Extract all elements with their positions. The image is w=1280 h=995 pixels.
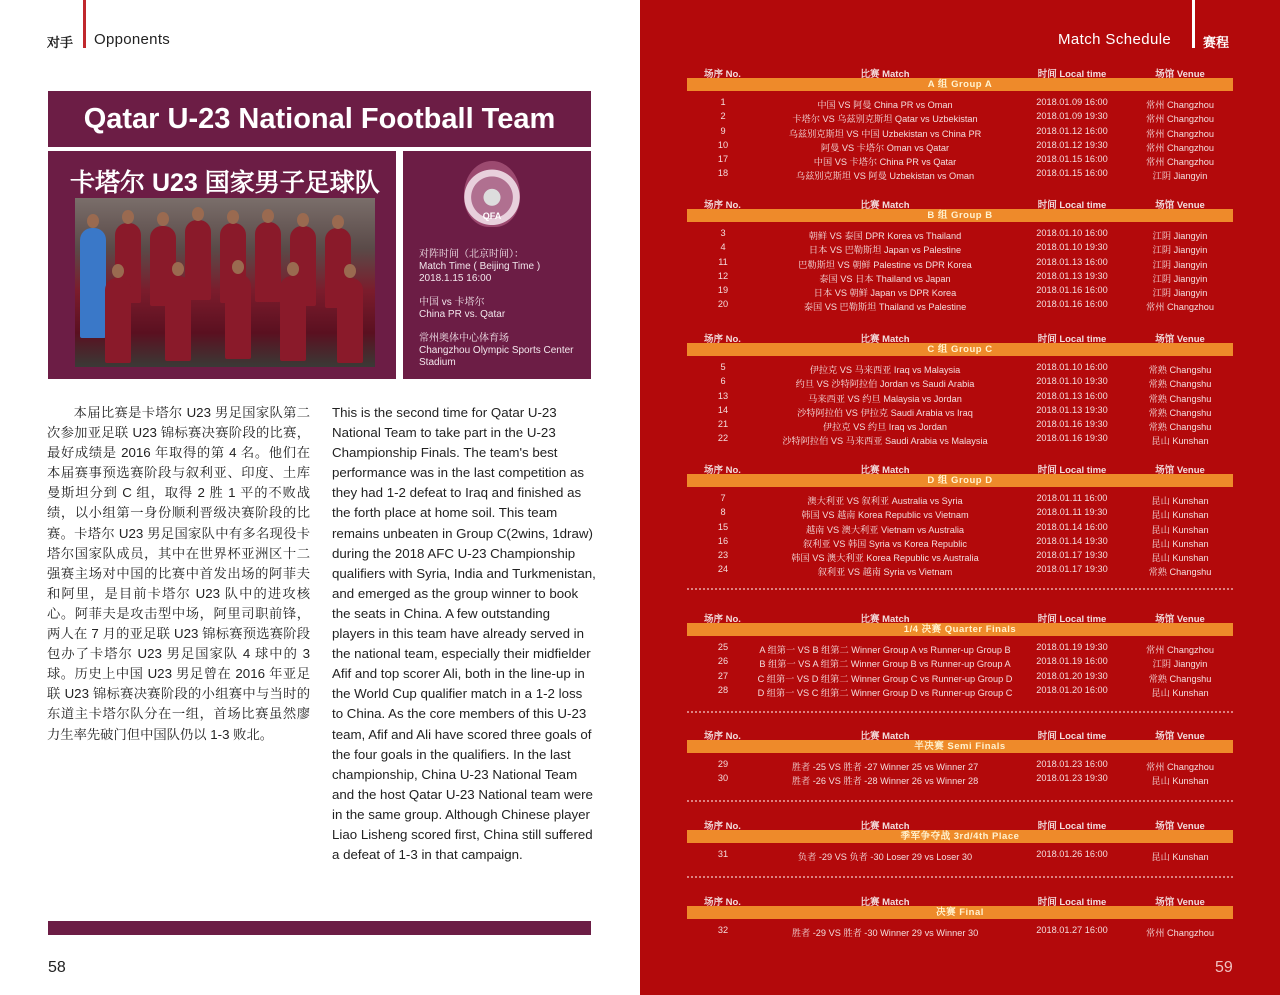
column-header: 场馆 Venue (1155, 334, 1205, 345)
match-time: 2018.01.15 16:00 (1036, 168, 1108, 179)
match-number: 32 (717, 925, 729, 935)
match-teams: 胜者 -29 VS 胜者 -30 Winner 29 vs Winner 30 (791, 928, 979, 938)
match-venue: 昆山 Kunshan (1151, 553, 1209, 564)
article-body-en: This is the second time for Qatar U-23 National Team to take part in the U-23 Championship Finals. The team's best performance was in the last competition as they had 1-2 defeat to Iraq and finished as the forth place at home soil. This team remains unbeaten in Group C(2wins, 1draw) during the 2018 AFC U-23 Championship qualifiers with Syria, India and Turkmenistan, and emerged as the group winner to book the seats in China. A few outstanding players in this team have already served in the national team, especially their midfielder Afif and top scorer Ali, both in the line-up in the World Cup qualifier match in a 1-2 loss to China. As the core members of this U-23 team, Afif and Ali have scored three goals of the four goals in the qualifiers. In the last championship, China U-23 National Team and the host Qatar U-23 National team were in the same group. Although Chinese player Liao Lisheng scored first, China still suffered a defeat of 1-3 in that campaign. (332, 405, 596, 863)
match-teams: 中国 VS 卡塔尔 China PR vs Qatar (813, 157, 957, 168)
match-venue: 江阴 Jiangyin (1152, 259, 1208, 270)
schedule-title-en: Match Schedule (1058, 31, 1172, 48)
column-header: 时间 Local time (1037, 465, 1107, 476)
match-venue: 昆山 Kunshan (1151, 510, 1209, 521)
team-title-cn: 卡塔尔 U23 国家男子足球队 (70, 169, 380, 197)
match-time: 2018.01.10 16:00 (1036, 228, 1108, 238)
table-row (687, 671, 1233, 685)
match-teams: 叙利亚 VS 越南 Syria vs Vietnam (817, 567, 953, 578)
match-time: 2018.01.16 16:00 (1036, 285, 1108, 296)
column-header: 场序 No. (704, 334, 741, 345)
table-row (687, 391, 1233, 405)
match-number: 19 (717, 285, 729, 296)
match-venue: 常熟 Changshu (1148, 393, 1212, 404)
time-label-cn: 对阵时间（北京时间）： (419, 249, 524, 260)
table-header (687, 894, 1233, 906)
match-venue: 常州 Changzhou (1146, 100, 1214, 110)
match-number: 18 (717, 168, 729, 179)
schedule-section (687, 818, 1233, 863)
match-number: 20 (717, 299, 729, 310)
dotted-divider (687, 711, 1233, 713)
schedule-section (687, 611, 1233, 699)
match-teams: 韩国 VS 越南 Korea Republic vs Vietnam (801, 510, 969, 521)
table-row (687, 419, 1233, 433)
table-row (687, 849, 1233, 863)
table-row (687, 536, 1233, 550)
match-en: China PR vs. Qatar (419, 309, 506, 320)
table-row (687, 550, 1233, 564)
table-row (687, 111, 1233, 125)
match-venue: 江阴 Jiangyin (1152, 245, 1208, 256)
match-time: 2018.01.09 19:30 (1036, 111, 1108, 122)
match-time: 2018.01.17 19:30 (1036, 564, 1108, 575)
column-header: 场序 No. (704, 897, 741, 908)
match-teams: 韩国 VS 澳大利亚 Korea Republic vs Australia (791, 553, 979, 564)
match-venue: 昆山 Kunshan (1151, 538, 1209, 549)
column-header: 场馆 Venue (1155, 731, 1205, 742)
match-teams: A 组第一 VS B 组第二 Winner Group A vs Runner-up Group B (759, 645, 1011, 655)
match-number: 1 (720, 97, 726, 107)
match-time: 2018.01.12 19:30 (1036, 139, 1108, 150)
match-time: 2018.01.13 19:30 (1036, 404, 1108, 415)
match-teams: 马来西亚 VS 约旦 Malaysia vs Jordan (808, 393, 962, 404)
dotted-divider (687, 876, 1233, 878)
match-number: 16 (717, 535, 729, 546)
match-venue: 常熟 Changshu (1148, 673, 1212, 684)
match-number: 11 (718, 256, 728, 267)
column-header: 场馆 Venue (1155, 897, 1205, 908)
column-header: 比赛 Match (860, 897, 910, 908)
table-row (687, 685, 1233, 699)
match-venue: 常州 Changzhou (1146, 128, 1214, 139)
column-header: 场馆 Venue (1155, 614, 1205, 625)
table-header (687, 197, 1233, 209)
match-number: 22 (717, 433, 729, 444)
column-header: 场序 No. (704, 200, 741, 211)
column-header: 场序 No. (704, 614, 741, 625)
match-teams: 约旦 VS 沙特阿拉伯 Jordan vs Saudi Arabia (795, 379, 975, 390)
table-row (687, 242, 1233, 256)
column-header: 时间 Local time (1037, 731, 1107, 742)
column-header: 场馆 Venue (1155, 69, 1205, 80)
column-header: 场序 No. (704, 465, 741, 476)
schedule-section (687, 894, 1233, 939)
column-header: 比赛 Match (860, 821, 910, 832)
group-bar: 决赛 Final (687, 906, 1233, 919)
column-header: 比赛 Match (860, 334, 910, 345)
match-teams: 澳大利亚 VS 叙利亚 Australia vs Syria (807, 496, 963, 506)
match-number: 5 (720, 362, 726, 372)
page-number-left: 58 (48, 959, 66, 976)
match-teams: 负者 -29 VS 负者 -30 Loser 29 vs Loser 30 (797, 852, 973, 862)
table-row (687, 97, 1233, 111)
table-row (687, 656, 1233, 670)
match-venue: 昆山 Kunshan (1151, 687, 1209, 698)
match-number: 6 (720, 376, 726, 387)
logo-text: QFA (482, 211, 502, 221)
table-header (687, 331, 1233, 343)
match-time: 2018.01.10 16:00 (1036, 362, 1108, 372)
schedule-section (687, 66, 1233, 183)
match-teams: 伊拉克 VS 马来西亚 Iraq vs Malaysia (809, 365, 961, 375)
table-row (687, 299, 1233, 313)
venue-cn: 常州奥体中心体育场 (419, 333, 509, 344)
match-venue: 昆山 Kunshan (1151, 852, 1209, 862)
match-venue: 昆山 Kunshan (1151, 776, 1209, 787)
section-label-en: Opponents (94, 31, 171, 48)
match-number: 23 (717, 550, 729, 561)
match-teams: 胜者 -26 VS 胜者 -28 Winner 26 vs Winner 28 (791, 776, 979, 787)
match-number: 27 (717, 670, 729, 681)
match-teams: D 组第一 VS C 组第二 Winner Group D vs Runner-up Group C (757, 687, 1013, 698)
table-header (687, 462, 1233, 474)
match-number: 24 (717, 564, 729, 575)
table-header (687, 611, 1233, 623)
match-teams: 巴勒斯坦 VS 朝鲜 Palestine vs DPR Korea (798, 259, 972, 270)
table-row (687, 522, 1233, 536)
header-divider (1192, 0, 1195, 48)
match-number: 21 (717, 419, 729, 430)
match-venue: 常熟 Changshu (1148, 379, 1212, 390)
match-info (419, 249, 587, 369)
match-number: 15 (717, 521, 729, 532)
team-photo (75, 198, 375, 367)
match-venue: 昆山 Kunshan (1151, 524, 1209, 535)
match-time: 2018.01.11 16:00 (1036, 493, 1108, 503)
header-divider (83, 0, 86, 48)
match-number: 30 (717, 773, 729, 784)
match-number: 8 (720, 507, 726, 518)
match-number: 17 (717, 154, 729, 165)
article-body-cn: 本届比赛是卡塔尔 U23 男足国家队第二次参加亚足联 U23 锦标赛决赛阶段的比赛，最好成绩是 2016 年取得的第 4 名。他们在本届赛事预选赛阶段与叙利亚、印度、土库曼斯坦分到 C 组，取得 2 胜 1 平的不败战绩，以小组第一身份顺利晋级决赛阶段的比赛。卡塔尔 U23 男足国家队中有多名现役卡塔尔国家队成员，其中在世界杯亚洲区十二强赛主场对中国的比赛中首发出场的阿菲夫和阿里，是目前卡塔尔 U23 队中的进攻核心。阿菲夫是攻击型中场，阿里司职前锋，两人在 7 月的亚足联 U23 锦标赛预选赛阶段包办了卡塔尔 U23 男足国家队 4 球中的 3 球。历史上中国 U23 男足曾在 2016 年亚足联 U23 锦标赛决赛阶段的小组赛中与当时的东道主卡塔尔队分在一组，首场比赛虽然廖力生率先破门但中国队仍以 1-3 败北。 (47, 405, 310, 742)
match-time: 2018.01.20 19:30 (1036, 670, 1108, 681)
qfa-logo (464, 161, 520, 227)
match-number: 4 (720, 242, 726, 253)
match-number: 13 (717, 390, 729, 401)
column-header: 场馆 Venue (1155, 200, 1205, 211)
match-time: 2018.1.15 16:00 (419, 273, 492, 284)
column-header: 场序 No. (704, 731, 741, 742)
match-time: 2018.01.16 19:30 (1036, 419, 1108, 430)
match-time: 2018.01.13 16:00 (1036, 256, 1108, 267)
table-row (687, 433, 1233, 447)
column-header: 比赛 Match (860, 614, 910, 625)
match-teams: 胜者 -25 VS 胜者 -27 Winner 25 vs Winner 27 (791, 762, 979, 772)
match-teams: 越南 VS 澳大利亚 Vietnam vs Australia (805, 524, 965, 535)
team-title-en: Qatar U-23 National Football Team (48, 91, 591, 147)
match-teams: 中国 VS 阿曼 China PR vs Oman (817, 100, 953, 110)
match-time: 2018.01.19 19:30 (1036, 642, 1108, 652)
match-venue: 江阴 Jiangyin (1152, 288, 1208, 299)
table-row (687, 168, 1233, 182)
table-row (687, 493, 1233, 507)
table-row (687, 564, 1233, 578)
table-row (687, 271, 1233, 285)
match-teams: 乌兹别克斯坦 VS 阿曼 Uzbekistan vs Oman (795, 171, 975, 182)
match-venue: 常州 Changzhou (1146, 302, 1214, 313)
match-teams: B 组第一 VS A 组第二 Winner Group B vs Runner-up Group A (759, 659, 1011, 670)
match-time: 2018.01.27 16:00 (1036, 925, 1108, 935)
table-row (687, 362, 1233, 376)
match-venue: 常熟 Changshu (1148, 407, 1212, 418)
match-time: 2018.01.14 19:30 (1036, 535, 1108, 546)
column-header: 场馆 Venue (1155, 821, 1205, 832)
match-cn: 中国 vs 卡塔尔 (419, 297, 485, 308)
match-number: 3 (720, 228, 726, 238)
match-time: 2018.01.14 16:00 (1036, 521, 1108, 532)
table-row (687, 376, 1233, 390)
column-header: 时间 Local time (1037, 821, 1107, 832)
match-venue: 常州 Changzhou (1146, 142, 1214, 153)
table-row (687, 228, 1233, 242)
column-header: 时间 Local time (1037, 614, 1107, 625)
match-number: 26 (717, 656, 729, 667)
page-number-right: 59 (1215, 959, 1233, 976)
match-number: 12 (717, 270, 729, 281)
column-header: 比赛 Match (860, 731, 910, 742)
match-teams: 沙特阿拉伯 VS 伊拉克 Saudi Arabia vs Iraq (797, 407, 973, 418)
match-venue: 常熟 Changshu (1148, 567, 1212, 578)
column-header: 场序 No. (704, 821, 741, 832)
group-bar: 季军争夺战 3rd/4th Place (687, 830, 1233, 843)
match-venue: 常州 Changzhou (1146, 645, 1214, 655)
column-header: 时间 Local time (1037, 334, 1107, 345)
match-teams: 伊拉克 VS 约旦 Iraq vs Jordan (822, 422, 948, 433)
match-time: 2018.01.26 16:00 (1036, 849, 1108, 859)
table-row (687, 257, 1233, 271)
match-venue: 江阴 Jiangyin (1152, 231, 1208, 241)
schedule-section (687, 728, 1233, 788)
match-time: 2018.01.10 19:30 (1036, 242, 1108, 253)
table-header (687, 66, 1233, 78)
group-bar: 半决赛 Semi Finals (687, 740, 1233, 753)
match-number: 10 (717, 139, 729, 150)
venue-en: Changzhou Olympic Sports Center Stadium (419, 345, 574, 368)
match-teams: 泰国 VS 巴勒斯坦 Thailand vs Palestine (803, 302, 967, 313)
table-row (687, 405, 1233, 419)
match-teams: 沙特阿拉伯 VS 马来西亚 Saudi Arabia vs Malaysia (782, 436, 988, 447)
match-number: 29 (717, 759, 729, 769)
match-time: 2018.01.12 16:00 (1036, 125, 1108, 136)
match-number: 2 (720, 111, 726, 122)
section-label-cn: 对手 (47, 35, 74, 50)
match-number: 28 (717, 684, 729, 695)
time-label-en: Match Time ( Beijing Time ) (419, 261, 541, 272)
table-row (687, 507, 1233, 521)
table-row (687, 285, 1233, 299)
match-number: 9 (720, 125, 726, 136)
match-venue: 江阴 Jiangyin (1152, 171, 1208, 182)
match-number: 31 (717, 849, 729, 859)
match-time: 2018.01.19 16:00 (1036, 656, 1108, 667)
column-header: 比赛 Match (860, 465, 910, 476)
match-time: 2018.01.16 19:30 (1036, 433, 1108, 444)
column-header: 时间 Local time (1037, 200, 1107, 211)
match-time: 2018.01.23 19:30 (1036, 773, 1108, 784)
group-bar: D 组 Group D (687, 474, 1233, 487)
match-time: 2018.01.13 16:00 (1036, 390, 1108, 401)
match-time: 2018.01.11 19:30 (1036, 507, 1108, 518)
schedule-title-cn: 赛程 (1203, 35, 1230, 50)
match-time: 2018.01.09 16:00 (1036, 97, 1108, 107)
match-time: 2018.01.20 16:00 (1036, 684, 1108, 695)
match-number: 25 (717, 642, 729, 652)
column-header: 比赛 Match (860, 69, 910, 80)
table-row (687, 140, 1233, 154)
match-venue: 常熟 Changshu (1148, 365, 1212, 375)
table-row (687, 925, 1233, 939)
match-teams: 日本 VS 巴勒斯坦 Japan vs Palestine (808, 245, 962, 256)
table-row (687, 154, 1233, 168)
column-header: 时间 Local time (1037, 69, 1107, 80)
match-venue: 昆山 Kunshan (1151, 436, 1209, 447)
match-teams: 乌兹别克斯坦 VS 中国 Uzbekistan vs China PR (788, 128, 982, 139)
match-venue: 常熟 Changshu (1148, 422, 1212, 433)
match-number: 7 (720, 493, 726, 503)
match-venue: 常州 Changzhou (1146, 157, 1214, 168)
table-row (687, 642, 1233, 656)
match-teams: 叙利亚 VS 韩国 Syria vs Korea Republic (803, 538, 967, 549)
match-teams: 阿曼 VS 卡塔尔 Oman vs Qatar (820, 142, 950, 153)
match-time: 2018.01.10 19:30 (1036, 376, 1108, 387)
match-teams: C 组第一 VS D 组第二 Winner Group C vs Runner-up Group D (757, 673, 1013, 684)
match-teams: 日本 VS 朝鲜 Japan vs DPR Korea (813, 288, 957, 299)
match-venue: 昆山 Kunshan (1151, 496, 1209, 506)
group-bar: 1/4 决赛 Quarter Finals (687, 623, 1233, 636)
footer-bar (48, 921, 591, 935)
dotted-divider (687, 800, 1233, 802)
match-info-panel (403, 151, 591, 379)
group-bar: B 组 Group B (687, 209, 1233, 222)
match-venue: 常州 Changzhou (1146, 762, 1214, 772)
group-bar: A 组 Group A (687, 78, 1233, 91)
table-header (687, 728, 1233, 740)
column-header: 场序 No. (704, 69, 741, 80)
column-header: 场馆 Venue (1155, 465, 1205, 476)
team-photo-panel (48, 151, 396, 379)
dotted-divider (687, 588, 1233, 590)
column-header: 比赛 Match (860, 200, 910, 211)
match-teams: 泰国 VS 日本 Thailand vs Japan (819, 273, 951, 284)
match-time: 2018.01.17 19:30 (1036, 550, 1108, 561)
match-teams: 朝鲜 VS 泰国 DPR Korea vs Thailand (808, 231, 962, 241)
match-time: 2018.01.23 16:00 (1036, 759, 1108, 769)
match-time: 2018.01.16 16:00 (1036, 299, 1108, 310)
match-venue: 常州 Changzhou (1146, 114, 1214, 125)
column-header: 时间 Local time (1037, 897, 1107, 908)
schedule-section (687, 462, 1233, 579)
table-header (687, 818, 1233, 830)
group-bar: C 组 Group C (687, 343, 1233, 356)
match-venue: 江阴 Jiangyin (1152, 273, 1208, 284)
match-time: 2018.01.15 16:00 (1036, 154, 1108, 165)
match-venue: 常州 Changzhou (1146, 928, 1214, 938)
match-teams: 卡塔尔 VS 乌兹别克斯坦 Qatar vs Uzbekistan (792, 114, 978, 125)
schedule-section (687, 331, 1233, 448)
match-number: 14 (717, 404, 729, 415)
table-row (687, 126, 1233, 140)
match-time: 2018.01.13 19:30 (1036, 270, 1108, 281)
table-row (687, 773, 1233, 787)
table-row (687, 759, 1233, 773)
match-venue: 江阴 Jiangyin (1152, 659, 1208, 670)
schedule-section (687, 197, 1233, 314)
